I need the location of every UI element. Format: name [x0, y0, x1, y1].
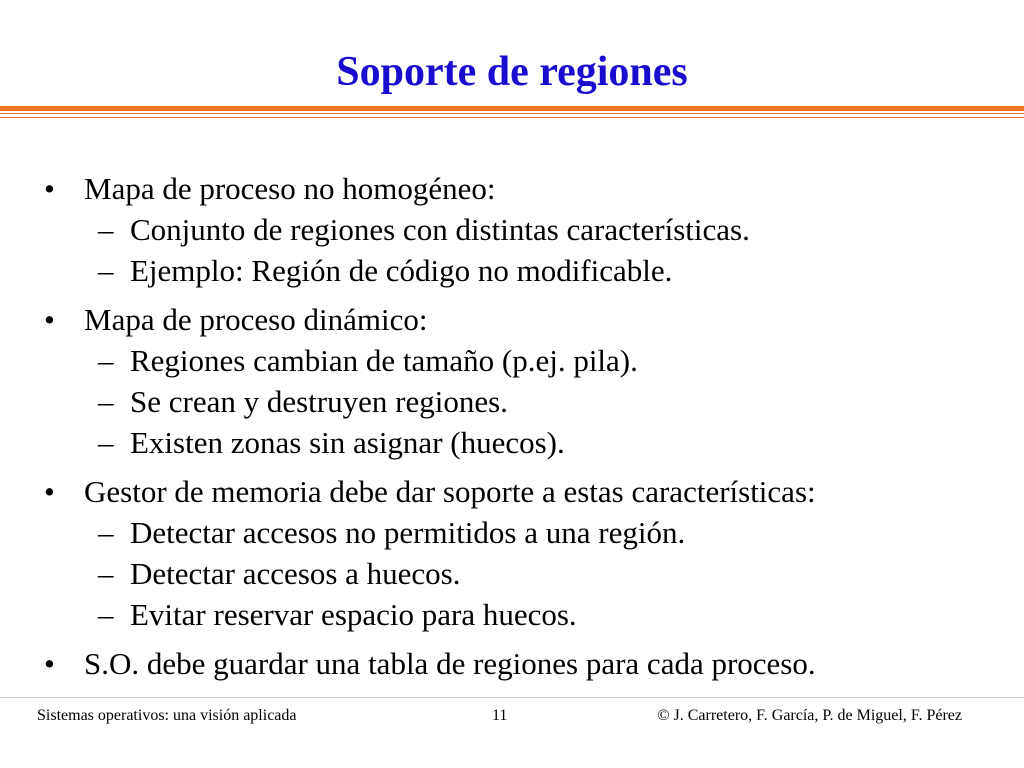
dash-icon: – — [98, 253, 114, 288]
sub-list — [84, 340, 1004, 463]
title-underline-thin — [0, 113, 1024, 114]
sub-item-text: Detectar accesos no permitidos a una región. — [130, 515, 686, 550]
sub-item-text: Conjunto de regiones con distintas características. — [130, 212, 750, 247]
bullet-item — [44, 471, 1004, 635]
dash-icon: – — [98, 515, 114, 550]
sub-item-text: Detectar accesos a huecos. — [130, 556, 461, 591]
sub-item-text: Ejemplo: Región de código no modificable. — [130, 253, 673, 288]
title-underline-thick — [0, 106, 1024, 111]
footer-divider — [0, 697, 1024, 698]
sub-item — [98, 381, 1004, 422]
footer-course-title: Sistemas operativos: una visión aplicada — [37, 707, 297, 724]
bullet-icon: • — [44, 171, 55, 206]
bullet-item — [44, 643, 1004, 684]
footer-copyright: © J. Carretero, F. García, P. de Miguel, F. Pérez — [657, 707, 962, 724]
sub-list — [84, 209, 1004, 291]
slide-title: Soporte de regiones — [336, 49, 688, 95]
dash-icon: – — [98, 425, 114, 460]
footer-page-number: 11 — [492, 707, 508, 724]
bullet-icon: • — [44, 302, 55, 337]
dash-icon: – — [98, 597, 114, 632]
sub-item — [98, 553, 1004, 594]
sub-item-text: Existen zonas sin asignar (huecos). — [130, 425, 565, 460]
sub-item-text: Regiones cambian de tamaño (p.ej. pila). — [130, 343, 638, 378]
bullet-icon: • — [44, 646, 55, 681]
sub-item — [98, 209, 1004, 250]
sub-item — [98, 340, 1004, 381]
dash-icon: – — [98, 556, 114, 591]
sub-item — [98, 594, 1004, 635]
bullet-text: Mapa de proceso dinámico: — [84, 302, 428, 337]
bullet-item — [44, 168, 1004, 291]
bullet-icon: • — [44, 474, 55, 509]
bullet-text: Gestor de memoria debe dar soporte a estas características: — [84, 474, 816, 509]
sub-item-text: Se crean y destruyen regiones. — [130, 384, 508, 419]
sub-item — [98, 512, 1004, 553]
sub-list — [84, 512, 1004, 635]
dash-icon: – — [98, 384, 114, 419]
bullet-text: Mapa de proceso no homogéneo: — [84, 171, 496, 206]
bullet-text: S.O. debe guardar una tabla de regiones para cada proceso. — [84, 646, 816, 681]
sub-item-text: Evitar reservar espacio para huecos. — [130, 597, 577, 632]
sub-item — [98, 422, 1004, 463]
bullet-item — [44, 299, 1004, 463]
title-underline-thin — [0, 117, 1024, 118]
dash-icon: – — [98, 343, 114, 378]
bullet-list — [44, 168, 1004, 692]
dash-icon: – — [98, 212, 114, 247]
sub-item — [98, 250, 1004, 291]
